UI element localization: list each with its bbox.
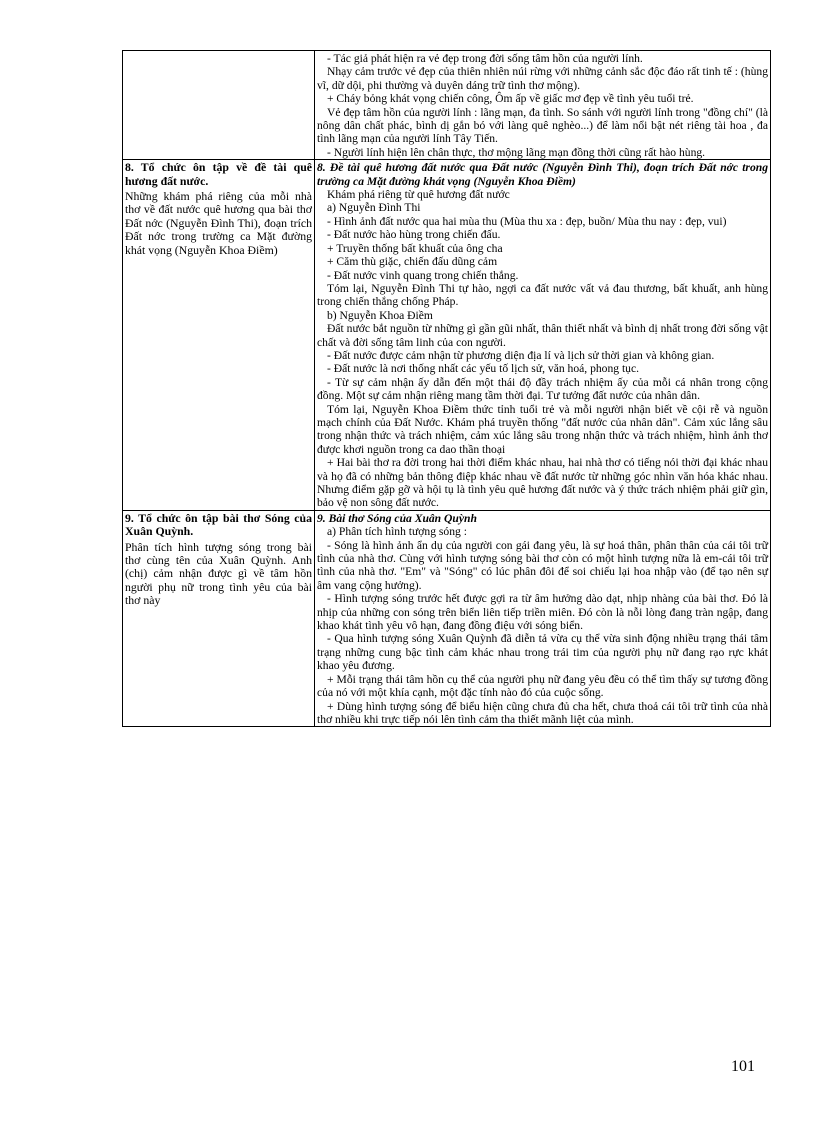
content-paragraph: Tóm lại, Nguyễn Khoa Điềm thức tỉnh tuổi trẻ và mỗi người nhận biết về cội rễ và nguồn mạch chính của Đất Nước. Khám phá truyền thống "đất nước của nhân dân". Cảm xúc lắng sâu trong nhận thức và trách nhiệm, cảm xúc lắng sâu trong nhận thức và trách nhiệm, hình ảnh thơ được khơi nguồn trong ca dao thần thoại xyxy=(317,402,768,456)
content-paragraph: b) Nguyễn Khoa Điềm xyxy=(327,308,433,322)
content-paragraph: + Dùng hình tượng sóng để biểu hiện cũng chưa đủ cha hết, chưa thoả cái tôi trữ tình của nhà thơ nhiều khi trực tiếp nói lên tình cảm tha thiết mãnh liệt của mình. xyxy=(317,699,768,726)
content-paragraph: - Qua hình tượng sóng Xuân Quỳnh đã diễn tả vừa cụ thể vừa sinh động nhiều trạng thái tâm trạng những cung bậc tình cảm khác nhau trong trái tim của người phụ nữ đang rạo rực khát khao yêu đương. xyxy=(317,632,768,673)
content-paragraph: + Cháy bỏng khát vọng chiến công, Ôm ấp về giấc mơ đẹp về tình yêu tuổi trẻ. xyxy=(327,92,694,106)
content-paragraph: Vẻ đẹp tâm hồn của người lính : lãng mạn, đa tình. So sánh với người lính trong "đồng chí" (là nông dân chất phác, bình dị gắn bó với làng quê nghèo...) để làm nổi bật nét riêng tài hoa , đa tình lãng mạn của người lính Tây Tiến. xyxy=(317,105,768,146)
content-paragraph: - Hình tượng sóng trước hết được gợi ra từ âm hưởng dào dạt, nhịp nhàng của bài thơ. Đó là nhịp của những con sóng trên biển liên tiếp triền miên. Đó còn là nỗi lòng đang tràn ngập, đang khao khát tình yêu vô hạn, đang đồng điệu với sóng biển. xyxy=(317,592,768,633)
page-number: 101 xyxy=(731,1058,755,1075)
content-paragraph: - Tác giả phát hiện ra vẻ đẹp trong đời sống tâm hồn của người lính. xyxy=(327,52,643,65)
content-paragraph: a) Phân tích hình tượng sóng : xyxy=(327,525,467,539)
content-paragraph: + Truyền thống bất khuất của ông cha xyxy=(327,241,503,255)
task-cell xyxy=(123,510,315,727)
content-paragraph: - Sóng là hình ảnh ẩn dụ của người con gái đang yêu, là sự hoá thân, phân thân của cái tôi trữ tình của nhà thơ. Cùng với hình tượng sóng bài thơ còn có một hình tượng nữa là em-cái tôi trữ tình của nhà thơ. "Em" và "Sóng" có lúc phân đôi để soi chiếu lại hoa nhập vào (để tạo nên sự âm vang cộng hưởng). xyxy=(317,538,768,592)
content-paragraph: - Đất nước là nơi thống nhất các yếu tố lịch sử, văn hoá, phong tục. xyxy=(327,362,640,376)
content-paragraph: - Người lính hiện lên chân thực, thơ mộng lãng mạn đồng thời cũng rất hào hùng. xyxy=(327,145,706,159)
content-paragraph: + Mỗi trạng thái tâm hồn cụ thể của người phụ nữ đang yêu đều có thể tìm thấy sự tương đồng của nó với một khía cạnh, một đặc tính nào đó của cuộc sống. xyxy=(317,672,768,700)
content-paragraph: - Từ sự cảm nhận ấy dẫn đến một thái độ đầy trách nhiệm ấy của mỗi cá nhân trong cộng đồng. Một sự cảm nhận riêng mang tầm thời đại. Tư tưởng đất nước của nhân dân. xyxy=(317,375,768,403)
content-paragraph: Khám phá riêng từ quê hương đất nước xyxy=(327,188,510,202)
task-cell xyxy=(123,51,315,160)
task-paragraph: Phân tích hình tượng sóng trong bài thơ cùng tên của Xuân Quỳnh. Anh (chị) cảm nhận được gì về tâm hồn người phụ nữ trong tình yêu của bài thơ này xyxy=(125,539,312,608)
task-paragraph: 9. Tổ chức ôn tập bài thơ Sóng của Xuân Quỳnh. xyxy=(125,510,312,539)
table-row xyxy=(123,51,771,160)
content-paragraph: Nhạy cảm trước vẻ đẹp của thiên nhiên núi rừng với những cảnh sắc độc đáo rất tinh tế : (hùng vĩ, dữ dội, phi thường và duyên dáng trữ tình thơ mộng). xyxy=(317,65,768,92)
content-paragraph: - Hình ảnh đất nước qua hai mùa thu (Mùa thu xa : đẹp, buồn/ Mùa thu nay : đẹp, vui) xyxy=(327,214,727,228)
table-row xyxy=(123,510,771,727)
content-cell xyxy=(315,160,771,511)
outline-table xyxy=(122,50,771,727)
task-paragraph: 8. Tổ chức ôn tập về đề tài quê hương đất nước. xyxy=(125,160,312,188)
content-cell xyxy=(315,510,771,727)
document-page xyxy=(122,50,770,727)
content-paragraph: 8. Đề tài quê hương đất nước qua Đất nước (Nguyễn Đình Thi), đoạn trích Đất nớc trong trường ca Mặt đường khát vọng (Nguyễn Khoa Điềm) xyxy=(317,161,768,188)
task-cell xyxy=(123,160,315,511)
content-cell xyxy=(315,51,771,160)
content-paragraph: - Đất nước hào hùng trong chiến đấu. xyxy=(327,228,501,242)
content-paragraph: Tóm lại, Nguyễn Đình Thi tự hào, ngợi ca đất nước vất vả đau thương, bất khuất, anh hùng trong chiến thắng chống Pháp. xyxy=(317,281,768,309)
content-paragraph: + Hai bài thơ ra đời trong hai thời điểm khác nhau, hai nhà thơ có tiếng nói thời đại khác nhau và họ đã có những bản thông điệp khác nhau về đất nước từ những góc nhìn văn hóa khác nhau. Nhưng điểm gặp gỡ và hội tụ là tình yêu quê hương đất nước và ý thức trách nhiệm phải giữ gìn, bảo vệ non sông đất nước. xyxy=(317,456,768,510)
task-paragraph: Những khám phá riêng của mỗi nhà thơ về đất nước quê hương qua bài thơ Đất nớc (Nguyễn Đình Thi), đoạn trích Đất nớc trong trường ca Mặt đường khát vọng (Nguyễn Khoa Điềm) xyxy=(125,189,312,257)
content-paragraph: a) Nguyễn Đình Thi xyxy=(327,201,421,215)
content-paragraph: 9. Bài thơ Sóng của Xuân Quỳnh xyxy=(317,511,477,525)
content-paragraph: + Căm thù giặc, chiến đấu dũng cảm xyxy=(327,255,498,269)
content-paragraph: - Đất nước vinh quang trong chiến thắng. xyxy=(327,268,519,282)
content-paragraph: - Đất nước được cảm nhận từ phương diện địa lí và lịch sử thời gian và không gian. xyxy=(327,348,715,362)
table-row xyxy=(123,160,771,511)
content-paragraph: Đất nước bắt nguồn từ những gì gần gũi nhất, thân thiết nhất và bình dị nhất trong đời sống vật chất và đời sống tâm linh của con người. xyxy=(317,322,768,349)
